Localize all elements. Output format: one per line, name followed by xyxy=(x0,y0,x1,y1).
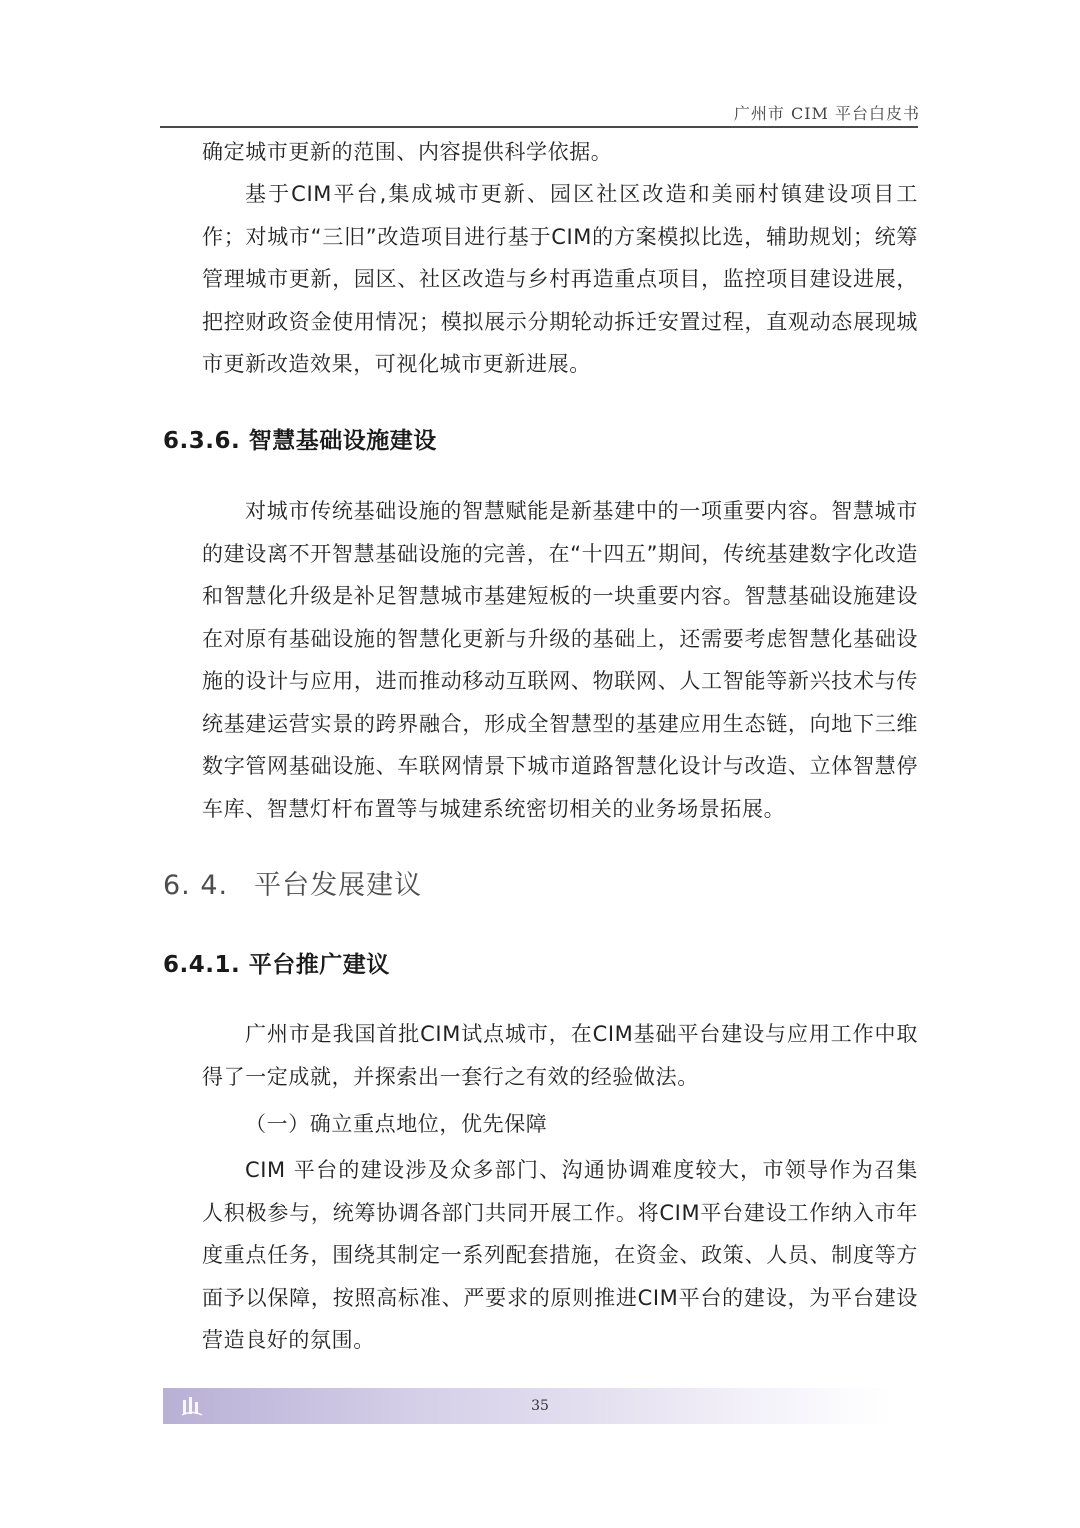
paragraph-promotion-intro: 广州市是我国首批CIM试点城市，在CIM基础平台建设与应用工作中取得了一定成就，并探索出一套行之有效的经验做法。 xyxy=(202,1022,918,1089)
header-divider xyxy=(160,126,918,128)
paragraph-smart-infrastructure: 对城市传统基础设施的智慧赋能是新基建中的一项重要内容。智慧城市的建设离不开智慧基础设施的完善，在“十四五”期间，传统基建数字化改造和智慧化升级是补足智慧城市基建短板的一块重要内容。智慧基础设施建设在对原有基础设施的智慧化更新与升级的基础上，还需要考虑智慧化基础设施的设计与应用，进而推动移动互联网、物联网、人工智能等新兴技术与传统基建运营实景的跨界融合，形成全智慧型的基建应用生态链，向地下三维数字管网基础设施、车联网情景下城市道路智慧化设计与改造、立体智慧停车库、智慧灯杆布置等与城建系统密切相关的业务场景拓展。 xyxy=(202,499,918,821)
section-heading-6-4 xyxy=(163,863,422,902)
paragraph-continuation: 确定城市更新的范围、内容提供科学依据。 xyxy=(202,140,613,164)
section-number: 6. 4. xyxy=(163,870,229,901)
page-number: 35 xyxy=(531,1398,549,1414)
header-title: 广州市 CIM 平台白皮书 xyxy=(733,104,920,123)
paragraph-city-renewal: 基于CIM平台,集成城市更新、园区社区改造和美丽村镇建设项目工作；对城市“三旧”改造项目进行基于CIM的方案模拟比选，辅助规划；统筹管理城市更新，园区、社区改造与乡村再造重点项目，监控项目建设进展，把控财政资金使用情况；模拟展示分期轮动拆迁安置过程，直观动态展现城市更新改造效果，可视化城市更新进展。 xyxy=(202,182,918,376)
section-heading-6-4-1: 6.4.1. 平台推广建议 xyxy=(163,952,390,978)
paragraph-priority: CIM 平台的建设涉及众多部门、沟通协调难度较大，市领导作为召集人积极参与，统筹协调各部门共同开展工作。将CIM平台建设工作纳入市年度重点任务，围绕其制定一系列配套措施，在资金、政策、人员、制度等方面予以保障，按照高标准、严要求的原则推进CIM平台的建设，为平台建设营造良好的氛围。 xyxy=(202,1158,918,1352)
section-heading-6-3-6: 6.3.6. 智慧基础设施建设 xyxy=(163,428,437,454)
section-title: 平台发展建议 xyxy=(254,870,423,901)
subheading-priority: （一）确立重点地位，优先保障 xyxy=(245,1112,548,1136)
